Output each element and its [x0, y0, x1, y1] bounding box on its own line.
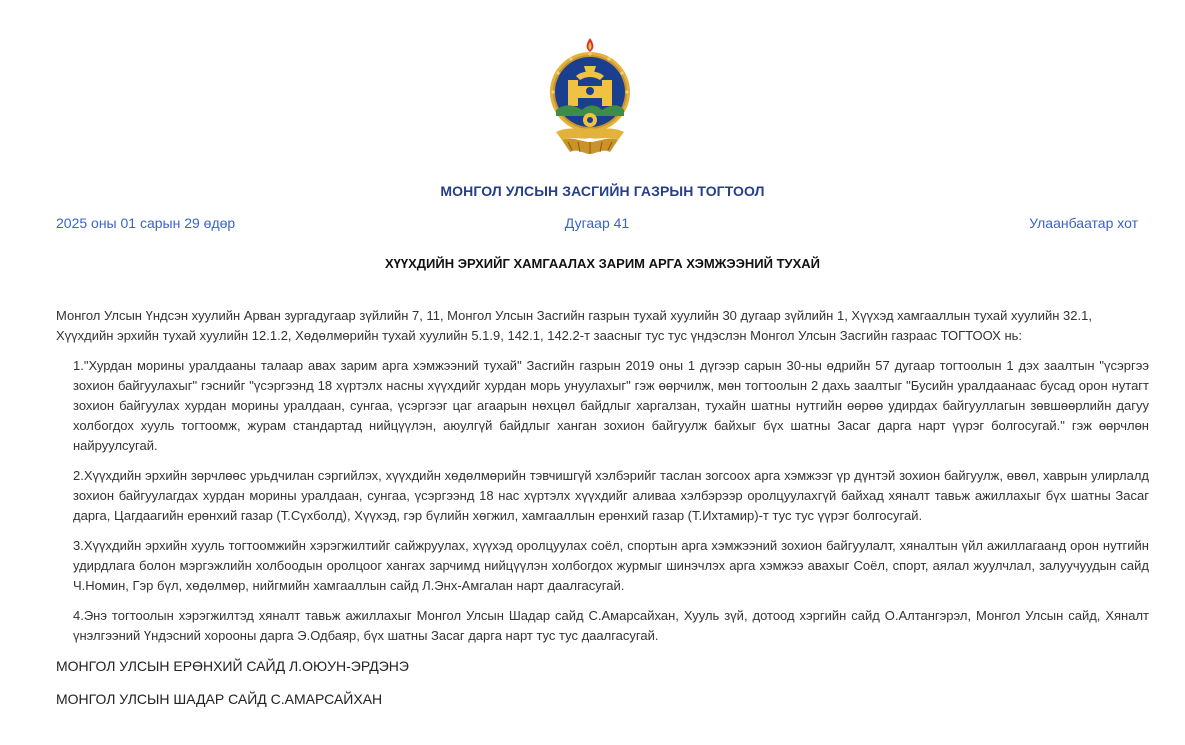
decree-number: Дугаар 41 [564, 215, 630, 231]
decree-header-title: МОНГОЛ УЛСЫН ЗАСГИЙН ГАЗРЫН ТОГТООЛ [440, 183, 765, 199]
resolution-items [73, 356, 1149, 656]
resolution-item-3: 3.Хүүхдийн эрхийн хууль тогтоомжийн хэрэгжилтийг сайжруулах, хүүхэд оролцуулах соёл, спортын арга хэмжээний зохион байгуулалт, хяналтын үйл ажиллагаанд орон нутгийн удирдлага болон мэргэжлийн холбоодын оролцоог хангах зарчимд нийцүүлэн холбогдох журмыг шинэчлэх арга хэмжээ авахыг Соёл, спорт, аялал жуулчлал, залуучуудын сайд Ч.Номин, Гэр бүл, хөдөлмөр, нийгмийн хамгааллын сайд Л.Энх-Амгалан нарт даалгасугай. [73, 538, 1149, 593]
resolution-item-1: 1."Хурдан морины уралдааны талаар авах зарим арга хэмжээний тухай" Засгийн газрын 2019 оны 1 дүгээр сарын 30-ны өдрийн 57 дугаар тогтоолын 1 дэх заалтын "үсэргээ зохион байгуулахыг" гэснийг "үсэргээнд 18 хүртэлх насны хүүхдийг хурдан морь унуулахыг" гэж өөрчилж, мөн тогтоолын 2 дахь заалтыг "Бусийн уралдаанаас бусад орон нутагт зохион байгуулах хурдан морины уралдаан, сунгаа, үсэргээг цаг агаарын нөхцөл байдлыг харгалзан, тухайн шатны нутгийн өөрөө удирдах байгууллагын зөвшөөрлийн дагуу холбогдох хууль тогтоомж, журам стандартад нийцүүлэн, аюулгүй байдлыг ханган зохион байгуулж байхыг бүх шатны Засаг дарга нарт үүрэг болгосугай." гэж өөрчлөн найруулсугай. [73, 358, 1149, 453]
resolution-item-2: 2.Хүүхдийн эрхийн зөрчлөөс урьдчилан сэргийлэх, хүүхдийн хөдөлмөрийн тэвчишгүй хэлбэрийг таслан зогсоох арга хэмжээг үр дүнтэй зохион байгуулж, өвөл, хаврын улирлалд зохион байгуулагдах хурдан морины уралдаан, сунгаа, үсэргээнд 18 нас хүртэлх хүүхдийг аливаа хэлбэрээр оролцуулахгүй байхад хяналт тавьж ажиллахыг бүх шатны Засаг дарга, Цагдаагийн ерөнхий газар (Т.Сүхболд), Хүүхэд, гэр бүлийн хөгжил, хамгааллын ерөнхий газар (Т.Ихтамир)-т тус тус үүрэг болгосугай. [73, 468, 1149, 523]
signature-prime-minister: МОНГОЛ УЛСЫН ЕРӨНХИЙ САЙД Л.ОЮУН-ЭРДЭНЭ [56, 658, 409, 674]
mongolia-state-emblem-icon [548, 36, 632, 158]
document-title: ХҮҮХДИЙН ЭРХИЙГ ХАМГААЛАХ ЗАРИМ АРГА ХЭМЖЭЭНИЙ ТУХАЙ [384, 256, 821, 271]
document-preamble: Монгол Улсын Үндсэн хуулийн Арван зургадугаар зүйлийн 7, 11, Монгол Улсын Засгийн газрын тухай хуулийн 30 дугаар зүйлийн 1, Хүүхэд хамгааллын тухай хуулийн 32.1, Хүүхдийн эрхийн тухай хуулийн 12.1.2, Хөдөлмөрийн тухай хуулийн 5.1.9, 142.1, 142.2-т заасныг тус тус үндэслэн Монгол Улсын Засгийн газраас ТОГТООХ нь: [56, 308, 1092, 343]
resolution-item-4: 4.Энэ тогтоолын хэрэгжилтэд хяналт тавьж ажиллахыг Монгол Улсын Шадар сайд С.Амарсайхан, Хууль зүй, дотоод хэргийн сайд О.Алтангэрэл, Монгол Улсын сайд, Хяналт үнэлгээний Үндэсний хорооны дарга Э.Одбаяр, бүх шатны Засаг дарга нарт тус тус даалгасугай. [73, 608, 1149, 643]
decree-date: 2025 оны 01 сарын 29 өдөр [56, 215, 236, 231]
decree-place: Улаанбаатар хот [1029, 215, 1138, 231]
signature-deputy-prime-minister: МОНГОЛ УЛСЫН ШАДАР САЙД С.АМАРСАЙХАН [56, 691, 383, 707]
